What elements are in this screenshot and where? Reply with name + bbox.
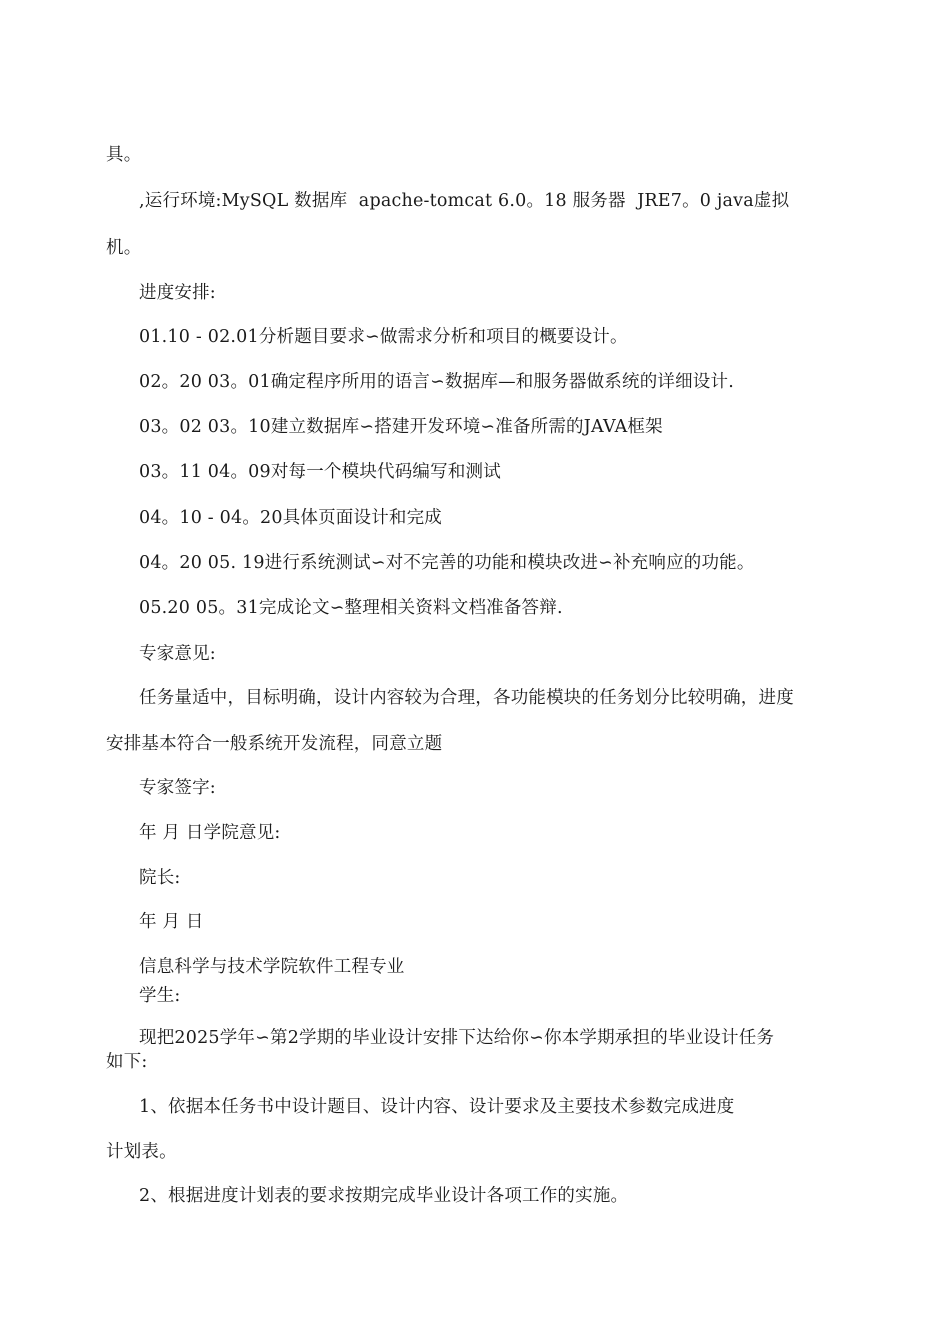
- date-label: 年 月 日: [139, 912, 204, 932]
- text-line: 机。: [106, 238, 142, 258]
- student-label: 学生:: [139, 986, 181, 1006]
- schedule-item: 04。10 - 04。20具体页面设计和完成: [139, 508, 443, 528]
- task-item: 1、依据本任务书中设计题目、设计内容、设计要求及主要技术参数完成进度: [139, 1097, 735, 1117]
- task-item: 计划表。: [106, 1142, 177, 1162]
- expert-opinion-text: 安排基本符合一般系统开发流程，同意立题: [106, 734, 443, 754]
- task-item: 2、根据进度计划表的要求按期完成毕业设计各项工作的实施。: [139, 1186, 629, 1206]
- schedule-item: 02。20 03。01确定程序所用的语言∽数据库—和服务器做系统的详细设计.: [139, 372, 734, 392]
- schedule-item: 05.20 05。31完成论文∽整理相关资料文档准备答辩.: [139, 598, 563, 618]
- schedule-item: 04。20 05. 19进行系统测试∽对不完善的功能和模块改进∽补充响应的功能。: [139, 553, 755, 573]
- text-line: ,运行环境:MySQL 数据库 apache-tomcat 6.0。18 服务器 JRE7。0 java虚拟: [139, 191, 790, 211]
- text-line: 具。: [106, 145, 142, 165]
- dean-label: 院长:: [139, 868, 181, 888]
- schedule-item: 01.10 - 02.01分析题目要求∽做需求分析和项目的概要设计。: [139, 327, 628, 347]
- task-intro-text: 如下:: [106, 1052, 148, 1072]
- department-title: 信息科学与技术学院软件工程专业: [139, 957, 405, 977]
- date-college-opinion: 年 月 日学院意见:: [139, 823, 281, 843]
- task-intro-text: 现把2025学年∽第2学期的毕业设计安排下达给你∽你本学期承担的毕业设计任务: [139, 1028, 775, 1048]
- expert-signature-label: 专家签字:: [139, 778, 216, 798]
- schedule-item: 03。02 03。10建立数据库∽搭建开发环境∽准备所需的JAVA框架: [139, 417, 663, 437]
- section-heading: 进度安排:: [139, 283, 216, 303]
- expert-opinion-text: 任务量适中，目标明确，设计内容较为合理，各功能模块的任务划分比较明确，进度: [139, 688, 794, 708]
- schedule-item: 03。11 04。09对每一个模块代码编写和测试: [139, 462, 501, 482]
- section-heading: 专家意见:: [139, 644, 216, 664]
